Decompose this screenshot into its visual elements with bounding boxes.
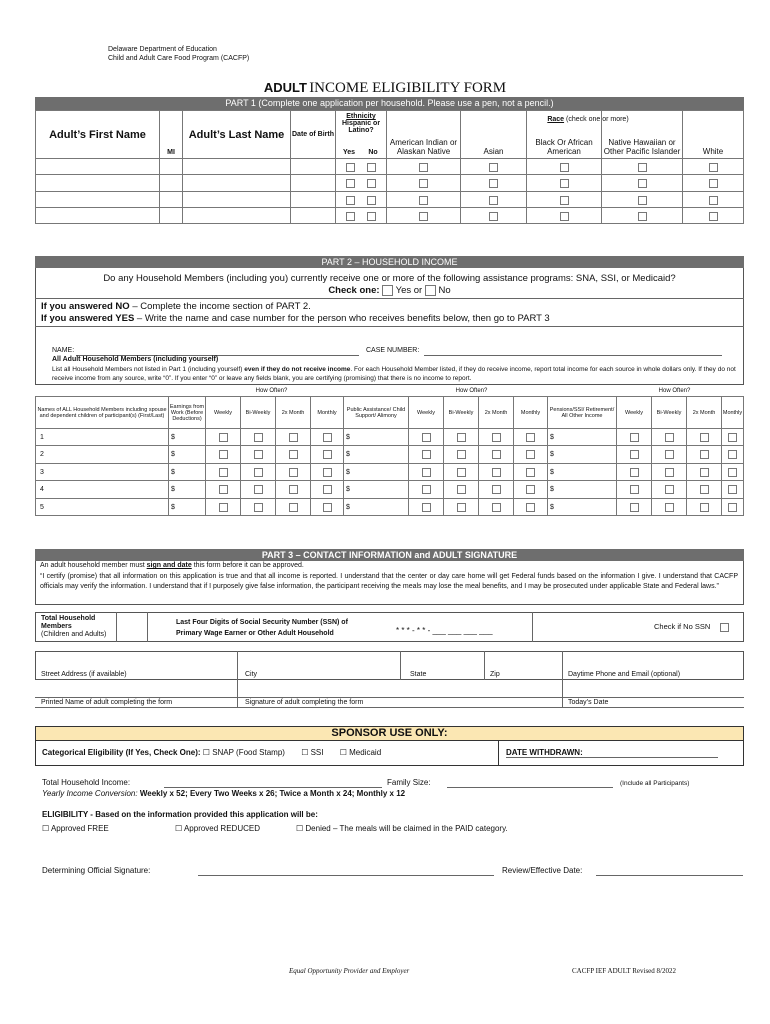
public-assistance-cell[interactable] <box>344 446 409 464</box>
last-name-cell[interactable] <box>183 208 291 224</box>
sign-notice-c: this form before it can be approved. <box>193 562 304 569</box>
divider <box>532 612 533 642</box>
dob-cell[interactable] <box>291 159 336 175</box>
freq-checkbox[interactable] <box>700 450 709 459</box>
race-black-checkbox[interactable] <box>560 212 569 221</box>
freq-checkbox[interactable] <box>289 485 298 494</box>
race-header <box>432 116 744 123</box>
freq-checkbox[interactable] <box>665 468 674 477</box>
ssn-label-1: Last Four Digits of Social Security Number (SSN) of <box>176 619 348 626</box>
form-title <box>0 80 770 97</box>
public-assistance-cell[interactable] <box>344 481 409 499</box>
race-black-label: Black Or African American <box>535 138 593 156</box>
divider <box>237 651 238 707</box>
freq-biweekly: Bi-Weekly <box>444 397 479 429</box>
member-name-cell[interactable] <box>36 446 169 464</box>
race-white-checkbox[interactable] <box>709 163 718 172</box>
dollar-sign: $ <box>346 503 350 511</box>
freq-checkbox[interactable] <box>323 485 332 494</box>
freq-weekly: Weekly <box>617 397 652 429</box>
freq-checkbox[interactable] <box>526 450 535 459</box>
freq-checkbox[interactable] <box>728 433 737 442</box>
freq-checkbox[interactable] <box>289 433 298 442</box>
freq-monthly: Monthly <box>311 397 344 429</box>
mi-cell[interactable] <box>160 159 183 175</box>
pensions-cell[interactable] <box>548 464 617 481</box>
public-assistance-cell[interactable] <box>344 464 409 481</box>
date-withdrawn-line[interactable] <box>506 757 718 758</box>
freq-checkbox[interactable] <box>457 503 466 512</box>
city-label: City <box>245 671 258 678</box>
dollar-sign: $ <box>346 486 350 493</box>
freq-checkbox[interactable] <box>219 433 228 442</box>
race-nh-checkbox[interactable] <box>638 212 647 221</box>
sign-notice-a: An adult household member must <box>40 562 145 569</box>
divider <box>400 651 401 680</box>
sign-notice <box>40 562 304 569</box>
last-name-cell[interactable] <box>183 192 291 208</box>
if-yes-instruction <box>41 313 550 324</box>
income-conversion <box>42 789 405 798</box>
freq-checkbox[interactable] <box>254 450 263 459</box>
freq-checkbox[interactable] <box>457 468 466 477</box>
ssn-label <box>176 617 348 639</box>
table-row <box>36 192 744 208</box>
freq-checkbox[interactable] <box>728 503 737 512</box>
table-row <box>36 499 744 516</box>
dollar-sign: $ <box>550 486 554 493</box>
printed-name-label: Printed Name of adult completing the form <box>41 699 173 706</box>
freq-checkbox[interactable] <box>457 433 466 442</box>
include-participants-note: (Include all Participants) <box>620 780 690 787</box>
last-name-cell[interactable] <box>183 175 291 192</box>
eth-no-checkbox[interactable] <box>367 163 376 172</box>
assistance-yes-checkbox[interactable] <box>382 285 393 296</box>
approved-free-option[interactable]: ☐ Approved FREE <box>42 824 109 833</box>
pensions-cell[interactable] <box>548 446 617 464</box>
official-signature-line[interactable] <box>198 875 494 876</box>
freq-checkbox[interactable] <box>700 503 709 512</box>
freq-checkbox[interactable] <box>219 485 228 494</box>
freq-checkbox[interactable] <box>422 503 431 512</box>
eth-yes-checkbox[interactable] <box>346 196 355 205</box>
freq-checkbox[interactable] <box>492 503 501 512</box>
part2-bar: PART 2 – HOUSEHOLD INCOME <box>35 256 744 268</box>
freq-checkbox[interactable] <box>526 433 535 442</box>
mi-cell[interactable] <box>160 192 183 208</box>
check-one-label: Check one: <box>328 285 380 297</box>
freq-checkbox[interactable] <box>700 433 709 442</box>
table-row <box>36 446 744 464</box>
freq-checkbox[interactable] <box>630 468 639 477</box>
dob-cell[interactable] <box>291 175 336 192</box>
freq-monthly: Monthly <box>722 397 744 429</box>
freq-checkbox[interactable] <box>219 503 228 512</box>
revision-note: CACFP IEF ADULT Revised 8/2022 <box>572 967 676 975</box>
freq-checkbox[interactable] <box>700 468 709 477</box>
family-size-line[interactable] <box>447 787 613 788</box>
instr-c: . For each Household Member listed, if they do receive income, report total income for each source in whole dollars only. If they do not receive income from any source, write “0”. If you enter “0” or leave any fields blank, you are certifying (promising) that there is no income to report. <box>52 366 736 382</box>
member-name-cell[interactable] <box>36 481 169 499</box>
freq-checkbox[interactable] <box>492 450 501 459</box>
dollar-sign: $ <box>171 433 175 441</box>
earnings-cell[interactable] <box>169 481 206 499</box>
freq-checkbox[interactable] <box>254 503 263 512</box>
no-ssn <box>654 622 729 632</box>
dollar-sign: $ <box>171 503 175 511</box>
freq-checkbox[interactable] <box>728 485 737 494</box>
race-ai-checkbox[interactable] <box>419 179 428 188</box>
if-no-bold: If you answered NO <box>41 301 130 312</box>
divider <box>35 707 744 708</box>
zip-label: Zip <box>490 671 500 678</box>
member-name-cell[interactable] <box>36 464 169 481</box>
part1-table <box>35 110 744 224</box>
eth-title: Ethnicity <box>346 113 376 120</box>
first-name-cell[interactable] <box>36 175 160 192</box>
row-number: 4 <box>40 486 44 493</box>
freq-checkbox[interactable] <box>254 433 263 442</box>
divider <box>562 651 563 707</box>
freq-2x-month: 2x Month <box>479 397 514 429</box>
title-adult: ADULT <box>263 80 307 95</box>
no-ssn-label: Check if No SSN <box>654 622 711 631</box>
freq-checkbox[interactable] <box>630 450 639 459</box>
approved-reduced-option[interactable]: ☐ Approved REDUCED <box>175 824 260 833</box>
freq-checkbox[interactable] <box>422 450 431 459</box>
row-number: 3 <box>40 468 44 476</box>
how-often-3: How Often? <box>658 388 691 394</box>
race-white-label: White <box>702 147 724 156</box>
race-black-checkbox[interactable] <box>560 196 569 205</box>
row-number: 5 <box>40 503 44 511</box>
family-size-label: Family Size: <box>387 778 431 787</box>
race-nh-checkbox[interactable] <box>638 163 647 172</box>
race-note: (check one or more) <box>566 116 629 123</box>
pensions-cell[interactable] <box>548 429 617 446</box>
first-name-cell[interactable] <box>36 159 160 175</box>
assistance-no-label: No <box>438 285 451 297</box>
assistance-question: Do any Household Members (including you) currently receive one or more of the following assistance programs: SNA, SSI, or Medicaid? <box>103 273 676 284</box>
how-often-1: How Often? <box>255 388 288 394</box>
freq-weekly: Weekly <box>206 397 241 429</box>
race-nh-label: Native Hawaiian or Other Pacific Islander <box>603 138 681 156</box>
sign-notice-b: sign and date <box>146 562 192 569</box>
earnings-cell[interactable] <box>169 446 206 464</box>
name-label: NAME: <box>52 347 75 354</box>
race-asian-checkbox[interactable] <box>489 196 498 205</box>
equal-opportunity: Equal Opportunity Provider and Employer <box>289 967 410 975</box>
row-number: 1 <box>40 433 44 441</box>
freq-checkbox[interactable] <box>728 450 737 459</box>
department-name: Delaware Department of Education <box>108 46 217 53</box>
assistance-check <box>35 285 744 296</box>
freq-2x-month: 2x Month <box>687 397 722 429</box>
pensions-cell[interactable] <box>548 499 617 516</box>
income-instructions <box>52 365 736 383</box>
income-table <box>35 396 744 516</box>
col-first-name: Adult’s First Name <box>36 111 160 159</box>
total-income-line[interactable] <box>164 787 382 788</box>
eligibility-label: ELIGIBILITY - Based on the information provided this application will be: <box>42 810 318 819</box>
program-name: Child and Adult Care Food Program (CACFP) <box>108 55 250 62</box>
freq-checkbox[interactable] <box>289 450 298 459</box>
official-signature-label: Determining Official Signature: <box>42 866 151 875</box>
race-white-checkbox[interactable] <box>709 196 718 205</box>
race-ai-checkbox[interactable] <box>419 196 428 205</box>
freq-weekly: Weekly <box>409 397 444 429</box>
eth-yes-checkbox[interactable] <box>346 179 355 188</box>
freq-monthly: Monthly <box>514 397 548 429</box>
freq-checkbox[interactable] <box>526 468 535 477</box>
how-often-2: How Often? <box>455 388 488 394</box>
table-row <box>36 464 744 481</box>
conv-label: Yearly Income Conversion: <box>42 789 138 798</box>
total-members-input[interactable] <box>118 614 146 640</box>
case-number-line[interactable] <box>424 355 722 356</box>
freq-checkbox[interactable] <box>254 485 263 494</box>
dollar-sign: $ <box>346 433 350 441</box>
race-black-checkbox[interactable] <box>560 163 569 172</box>
freq-checkbox[interactable] <box>219 450 228 459</box>
dob-cell[interactable] <box>291 192 336 208</box>
dollar-sign: $ <box>346 468 350 476</box>
freq-checkbox[interactable] <box>630 433 639 442</box>
mi-cell[interactable] <box>160 175 183 192</box>
dollar-sign: $ <box>171 486 175 493</box>
conv-rules: Weekly x 52; Every Two Weeks x 26; Twice a Month x 24; Monthly x 12 <box>139 789 406 798</box>
divider <box>498 741 499 765</box>
race-asian-checkbox[interactable] <box>489 163 498 172</box>
freq-checkbox[interactable] <box>323 433 332 442</box>
first-name-cell[interactable] <box>36 192 160 208</box>
public-assistance-cell[interactable] <box>344 499 409 516</box>
divider <box>35 697 744 698</box>
ssi-option[interactable]: ☐ SSI <box>301 748 324 757</box>
race-asian-checkbox[interactable] <box>489 179 498 188</box>
if-yes-bold: If you answered YES <box>41 313 135 324</box>
race-nh-checkbox[interactable] <box>638 196 647 205</box>
earnings-cell[interactable] <box>169 429 206 446</box>
dollar-sign: $ <box>550 451 554 458</box>
sponsor-bar: SPONSOR USE ONLY: <box>36 727 743 741</box>
col-earnings: Earnings from Work (Before Deductions) <box>169 397 206 429</box>
race-nh-checkbox[interactable] <box>638 179 647 188</box>
review-date-line[interactable] <box>596 875 743 876</box>
date-withdrawn-label: DATE WITHDRAWN: <box>506 748 583 757</box>
member-name-cell[interactable] <box>36 429 169 446</box>
instr-a: List all Household Members not listed in Part 1 (including yourself) <box>52 366 243 373</box>
title-rest: INCOME ELIGIBILITY FORM <box>309 80 507 96</box>
certification-text: “I certify (promise) that all information on this application is true and that all income is reported. I understand that the center or day care home will get Federal funds based on the information I give. I understand that CACFP officials may verify the information. I understand that if I purposely give false information, the participant receiving the meals may lose the meal benefits, and I may be prosecuted under applicable State and Federal laws.” <box>40 573 738 590</box>
race-ai-label: American Indian or Alaskan Native <box>389 138 458 156</box>
denied-option[interactable]: ☐ Denied – The meals will be claimed in the PAID category. <box>296 824 508 833</box>
thm-label: Total Household Members <box>41 615 96 630</box>
instr-b: even if they do not receive income <box>244 366 351 373</box>
assistance-no-checkbox[interactable] <box>425 285 436 296</box>
eth-no-checkbox[interactable] <box>367 212 376 221</box>
snap-option[interactable]: ☐ SNAP (Food Stamp) <box>202 748 285 757</box>
race-white-checkbox[interactable] <box>709 212 718 221</box>
table-row <box>36 208 744 224</box>
row-number: 2 <box>40 451 44 458</box>
race-ai-checkbox[interactable] <box>419 163 428 172</box>
last-name-cell[interactable] <box>183 159 291 175</box>
earnings-cell[interactable] <box>169 464 206 481</box>
eth-yes-checkbox[interactable] <box>346 212 355 221</box>
if-no-text: – Complete the income section of PART 2. <box>132 301 311 312</box>
table-row <box>36 429 744 446</box>
col-member-names: Names of ALL Household Members including spouse and dependent children of participant(s) (First/Last) <box>36 397 169 429</box>
col-pensions: Pensions/SSI/ Retirement/ All Other Income <box>548 397 617 429</box>
divider <box>116 612 117 642</box>
freq-checkbox[interactable] <box>457 450 466 459</box>
freq-checkbox[interactable] <box>323 450 332 459</box>
freq-checkbox[interactable] <box>289 503 298 512</box>
phone-label: Daytime Phone and Email (optional) <box>568 671 681 678</box>
mi-cell[interactable] <box>160 208 183 224</box>
dollar-sign: $ <box>550 503 554 511</box>
freq-checkbox[interactable] <box>323 503 332 512</box>
table-row <box>36 159 744 175</box>
freq-checkbox[interactable] <box>630 503 639 512</box>
if-no-instruction <box>41 301 311 312</box>
col-last-name: Adult’s Last Name <box>183 111 291 159</box>
dollar-sign: $ <box>346 451 350 458</box>
case-number-label: CASE NUMBER: <box>366 347 420 354</box>
dob-cell[interactable] <box>291 208 336 224</box>
freq-checkbox[interactable] <box>700 485 709 494</box>
dollar-sign: $ <box>550 433 554 441</box>
freq-checkbox[interactable] <box>219 468 228 477</box>
freq-checkbox[interactable] <box>422 433 431 442</box>
no-ssn-checkbox[interactable] <box>720 623 729 632</box>
race-asian-checkbox[interactable] <box>489 212 498 221</box>
eth-yes: Yes <box>342 149 356 156</box>
ssn-input[interactable]: * * * - * * - ___ ___ ___ ___ <box>396 626 493 635</box>
freq-checkbox[interactable] <box>526 503 535 512</box>
dollar-sign: $ <box>550 468 554 476</box>
freq-checkbox[interactable] <box>422 468 431 477</box>
assistance-yes-label: Yes or <box>395 285 423 297</box>
col-mi: MI <box>160 111 183 159</box>
freq-checkbox[interactable] <box>457 485 466 494</box>
freq-checkbox[interactable] <box>254 468 263 477</box>
earnings-cell[interactable] <box>169 499 206 516</box>
col-public-assistance: Public Assistance/ Child Support/ Alimony <box>344 397 409 429</box>
if-yes-text: – Write the name and case number for the person who receives benefits below, then go to PART 3 <box>136 313 550 324</box>
eth-no-checkbox[interactable] <box>367 196 376 205</box>
freq-checkbox[interactable] <box>492 485 501 494</box>
freq-2x-month: 2x Month <box>276 397 311 429</box>
divider <box>147 612 148 642</box>
part3-bar: PART 3 – CONTACT INFORMATION and ADULT SIGNATURE <box>35 549 744 561</box>
review-date-label: Review/Effective Date: <box>502 866 583 875</box>
freq-checkbox[interactable] <box>630 485 639 494</box>
divider <box>35 298 744 299</box>
all-members-title: All Adult Household Members (including yourself) <box>52 356 219 363</box>
freq-checkbox[interactable] <box>422 485 431 494</box>
freq-checkbox[interactable] <box>289 468 298 477</box>
freq-biweekly: Bi-Weekly <box>652 397 687 429</box>
pensions-cell[interactable] <box>548 481 617 499</box>
cat-label: Categorical Eligibility (If Yes, Check One): <box>42 748 201 757</box>
medicaid-option[interactable]: ☐ Medicaid <box>339 748 382 757</box>
total-household-members <box>41 615 115 639</box>
ssn-label-2: Primary Wage Earner or Other Adult Household <box>176 630 334 637</box>
dollar-sign: $ <box>171 468 175 476</box>
signature-label: Signature of adult completing the form <box>245 699 364 706</box>
freq-checkbox[interactable] <box>665 485 674 494</box>
freq-biweekly: Bi-Weekly <box>241 397 276 429</box>
categorical-eligibility <box>42 748 381 757</box>
thm-sub: (Children and Adults) <box>41 631 107 638</box>
member-name-cell[interactable] <box>36 499 169 516</box>
eth-yes-checkbox[interactable] <box>346 163 355 172</box>
street-label: Street Address (if available) <box>41 671 127 678</box>
public-assistance-cell[interactable] <box>344 429 409 446</box>
freq-checkbox[interactable] <box>526 485 535 494</box>
freq-checkbox[interactable] <box>728 468 737 477</box>
divider <box>35 326 744 327</box>
first-name-cell[interactable] <box>36 208 160 224</box>
state-label: State <box>410 671 427 678</box>
freq-checkbox[interactable] <box>492 433 501 442</box>
table-row <box>36 481 744 499</box>
freq-checkbox[interactable] <box>492 468 501 477</box>
freq-checkbox[interactable] <box>665 433 674 442</box>
col-dob: Date of Birth <box>291 111 336 159</box>
table-row <box>36 175 744 192</box>
eth-no-checkbox[interactable] <box>367 179 376 188</box>
freq-checkbox[interactable] <box>665 450 674 459</box>
freq-checkbox[interactable] <box>665 503 674 512</box>
freq-checkbox[interactable] <box>323 468 332 477</box>
race-ai-checkbox[interactable] <box>419 212 428 221</box>
race-title: Race <box>547 116 565 123</box>
part1-bar: PART 1 (Complete one application per household. Please use a pen, not a pencil.) <box>35 97 744 110</box>
eth-no: No <box>368 149 378 156</box>
col-ethnicity <box>336 111 387 159</box>
eth-sub: Hispanic or Latino? <box>341 120 381 134</box>
race-black-checkbox[interactable] <box>560 179 569 188</box>
race-asian-label: Asian <box>483 147 504 156</box>
dollar-sign: $ <box>171 451 175 458</box>
total-income-label: Total Household Income: <box>42 778 131 787</box>
today-date-label: Today’s Date <box>568 699 609 706</box>
race-white-checkbox[interactable] <box>709 179 718 188</box>
divider <box>484 651 485 680</box>
